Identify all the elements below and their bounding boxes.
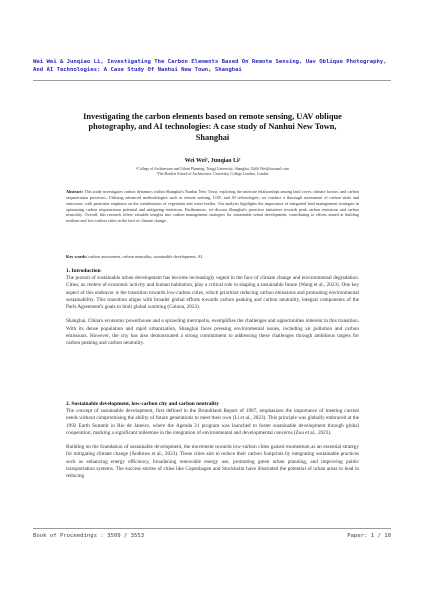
affiliation-1: ¹College of Architecture and Urban Planning, Tongji University, Shanghai, Gb06.Wei@foxmail.com <box>136 167 289 171</box>
section-sustainable-development <box>66 401 359 481</box>
paragraph: The concept of sustainable development, first defined in the Brundtland Report of 1987, emphasizes the importance of meeting current needs without compromising the ability of future generations to meet their own (Li et al., 2023). This principle was globally embraced at the 1992 Earth Summit in Rio de Janeiro, where the Agenda 21 program was launched to foster sustainable development through global cooperation, marking a significant milestone in the integration of environmental and developmental concerns (Zou et al., 2023). <box>66 408 359 436</box>
abstract-label: Abstract: <box>66 189 83 194</box>
keywords-text: carbon assessment, carbon neutrality, sustainable development, AI <box>87 254 203 259</box>
header-rule <box>33 80 391 81</box>
paragraph: Shanghai, China's economic powerhouse and a sprawling metropolis, exemplifies the challenges and opportunities inherent in this transition. With its dense population and rapid urbanization, Shanghai faces pressing environmental issues, including air pollution and carbon emissions. However, the city has also demonstrated a strong commitment to addressing these challenges through ambitious targets for carbon peaking and carbon neutrality. <box>66 318 359 347</box>
keywords <box>66 254 359 259</box>
authors: Wei Wei¹, Junqiao Li² <box>184 158 241 164</box>
proceedings-page-number: Book of Proceedings : 3509 / 3553 <box>33 533 145 539</box>
section-heading: 1. Introduction <box>66 268 101 274</box>
paragraph: Building on the foundation of sustainable development, the movement towards low-carbon cities gained momentum as an essential strategy for mitigating climate change (Andrews et al., 2023). These cities aim to reduce their carbon footprints by integrating sustainable practices such as enhancing energy efficiency, broadening renewable energy use, promoting green urban planning, and improving public transportation systems. The success stories of cities like Copenhagen and Stockholm have illustrated the potential of urban areas to lead in reducing <box>66 444 359 480</box>
paragraph: The pursuit of sustainable urban development has become increasingly urgent in the face of climate change and environmental degradation. Cities, as centers of economic activity and human habitation, play a critical role in shaping a sustainable future (Wang et al., 2023). One key aspect of this endeavor is the transition towards low-carbon cities, which prioritize reducing carbon emissions and promoting environmental sustainability. This transition aligns with broader global efforts towards carbon peaking and carbon neutrality, integral components of the Paris Agreement's goals to limit global warming (Colona, 2023). <box>66 275 359 311</box>
abstract-text: This study investigates carbon dynamics within Shanghai's Nanhui New Town, exploring the intricate relationships among land cover, climate factors, and carbon sequestration processes. Utilizing advanced methodologies such as remote sensing, UAV, and AI technologies, we conduct a thorough assessment of carbon sinks and emissions, with particular emphasis on the contributions of vegetation and water bodies. Our analysis highlights the importance of integrated land management strategies in optimizing carbon sequestration potential and mitigating emissions. Furthermore, we discuss Shanghai's proactive initiatives towards peak carbon emissions and carbon neutrality. Overall, this research offers valuable insights into carbon management strategies for sustainable urban development, contributing to efforts aimed at building resilient and low-carbon cities in the face of climate change. <box>66 189 359 224</box>
keywords-label: Key words: <box>66 254 88 259</box>
affiliation-2: ²The Bartlett School of Architecture, University College London, London <box>156 172 269 177</box>
running-header: Wei Wei & Junqiao Li, Investigating The Carbon Elements Based On Remote Sensing, Uav Oblique Photography, And AI Technologies: A Case Study Of Nanhui New Town, Shanghai <box>33 59 387 73</box>
paper-page-number: Paper: 1 / 10 <box>347 533 391 539</box>
footer-rule <box>33 528 391 529</box>
section-heading: 2. Sustainable development, low-carbon city and carbon neutrality <box>66 401 219 407</box>
affiliations <box>80 167 345 178</box>
abstract <box>66 189 359 224</box>
paper-title: Investigating the carbon elements based on remote sensing, UAV oblique photography, and AI technologies: A case study of Nanhui New Town, Shanghai <box>83 112 342 142</box>
section-introduction <box>66 268 359 348</box>
